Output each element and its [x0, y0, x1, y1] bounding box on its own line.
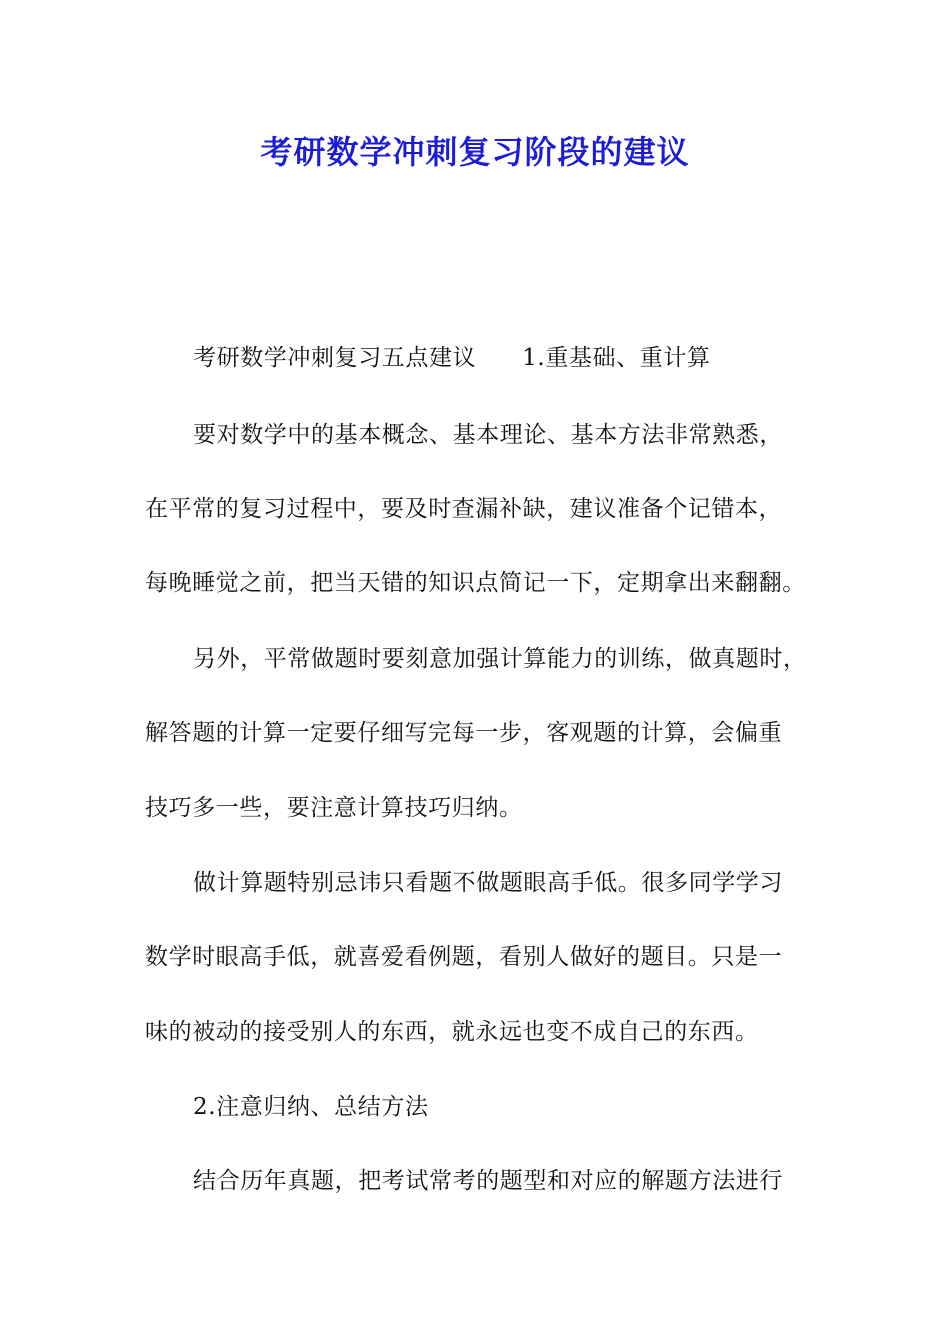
paragraph-line: 另外，平常做题时要刻意加强计算能力的训练，做真题时，	[193, 646, 807, 672]
intro-left-text: 考研数学冲刺复习五点建议	[193, 345, 477, 371]
paragraph-line: 结合历年真题，把考试常考的题型和对应的解题方法进行	[193, 1168, 783, 1194]
paragraph-line: 要对数学中的基本概念、基本理论、基本方法非常熟悉，	[193, 422, 783, 448]
section-1-heading: 1.重基础、重计算	[522, 345, 711, 371]
document-title: 考研数学冲刺复习阶段的建议	[260, 133, 690, 171]
intro-line	[193, 341, 711, 375]
paragraph-line: 味的被动的接受别人的东西，就永远也变不成自己的东西。	[145, 1019, 759, 1045]
paragraph-line: 做计算题特别忌讳只看题不做题眼高手低。很多同学学习	[193, 870, 783, 896]
paragraph-line: 每晚睡觉之前，把当天错的知识点简记一下，定期拿出来翻翻。	[145, 570, 806, 596]
paragraph-line: 数学时眼高手低，就喜爱看例题，看别人做好的题目。只是一	[145, 944, 783, 970]
section-2-heading: 2.注意归纳、总结方法	[193, 1094, 429, 1120]
paragraph-line: 解答题的计算一定要仔细写完每一步，客观题的计算，会偏重	[145, 720, 783, 746]
paragraph-line: 技巧多一些，要注意计算技巧归纳。	[145, 795, 523, 821]
paragraph-line: 在平常的复习过程中，要及时查漏补缺，建议准备个记错本，	[145, 496, 783, 522]
